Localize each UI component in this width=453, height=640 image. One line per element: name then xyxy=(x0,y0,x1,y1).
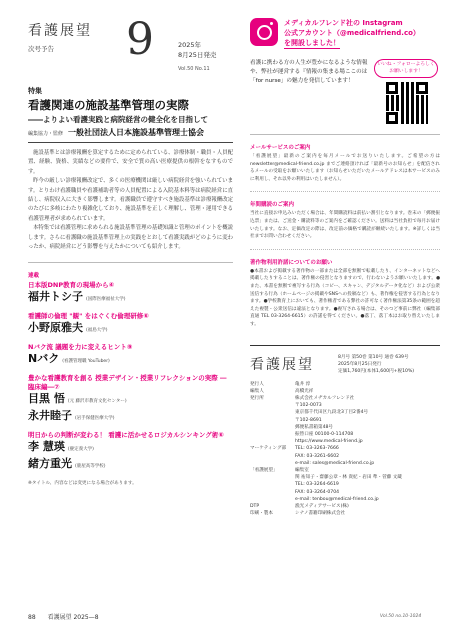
colophon-row xyxy=(250,489,440,496)
colophon-key xyxy=(250,460,295,467)
colophon-logo: 看護展望 xyxy=(250,356,314,373)
colophon-key xyxy=(250,453,295,460)
magazine-title: 看護展望 xyxy=(28,23,92,39)
colophon-value: FAX: 03-3264-0704 xyxy=(295,489,340,495)
colophon-value: 漁光メディアサービス(株) xyxy=(295,503,349,509)
right-column xyxy=(250,18,440,517)
instagram-icon xyxy=(250,18,278,46)
colophon-value: e-mail: tenbou@medical-friend.co.jp xyxy=(295,496,379,502)
colophon-key xyxy=(250,424,295,431)
colophon-row xyxy=(250,460,440,467)
page-number: 88 xyxy=(28,614,36,621)
serial-affiliation: (岩手保健医療大学) xyxy=(75,416,115,422)
serial-item xyxy=(28,374,233,426)
follow-bubble: いいね・フォローよろしくお願いします！ xyxy=(374,59,438,78)
supervisor-label: 編集協力・監修 xyxy=(28,131,64,137)
colophon-key: マーケティング部 xyxy=(250,446,287,452)
serial-title: 明日からの判断が変わる！ 看護に活かせるロジカルシンキング術⑥ xyxy=(28,431,224,440)
serial-author: 福井トシ子 xyxy=(28,290,83,304)
colophon-value: 〒102-8691 xyxy=(295,417,322,423)
colophon-row xyxy=(250,467,440,474)
colophon-row xyxy=(250,388,440,395)
colophon-value: 亀井 淳 xyxy=(295,381,311,387)
serial-affiliation: (元 藤沢市教育文化センター) xyxy=(67,399,127,405)
colophon-key: 「看護展望」 xyxy=(250,467,278,473)
colophon-key: 発行所 xyxy=(250,395,264,401)
instagram-promo xyxy=(250,18,440,49)
lead-paragraph: 施設基準とは診療報酬を算定するために定められている、診療体制・職員・人員配置、経験、資格、実績などの要件で、安全で質の高い医療提供の根幹をなすものです。 xyxy=(28,150,233,175)
colophon xyxy=(250,345,440,375)
feature-title: 看護関連の施設基準管理の実際 xyxy=(28,98,189,112)
serial-title: 看護師の倫理 "観" をはぐくむ倫理研修⑥ xyxy=(28,312,149,321)
colophon-row xyxy=(250,438,440,445)
serial-affiliation: (看護管理職 YouTuber) xyxy=(62,359,110,365)
instagram-headline: メディカルフレンド社の Instagram 公式アカウント（@medicalfriend.co） を開設しました！ xyxy=(284,19,420,47)
colophon-key: 編集人 xyxy=(250,388,264,394)
lead-paragraph: 昨今の厳しい診療報酬改定で、多くの医療機関は厳しい病院経営を強いられています。とりわけ看護職員や看護補助者等の人員配置による入院基本料等は病院経営に直結し、病院収入に大きく影響します。看護職員で遵守すべき施設基準は診療報酬改定のたびに多岐にわたり複雑化しており、施設基準を正しく理解し、管理・運用できる看護管理者が求められています。 xyxy=(28,178,233,222)
colophon-value: TEL: 03-3263-7666 xyxy=(295,446,339,452)
colophon-value: 関 祐知子・齋藤公章・林 貴紀・岩田 準・菅藤 文蔵 xyxy=(295,475,402,481)
colophon-row xyxy=(250,445,440,452)
serial-title: 豊かな看護教育を創る 授業デザイン・授業リフレクションの実際 ―臨床編―⑦ xyxy=(28,374,227,392)
colophon-value: https://www.medical-friend.jp xyxy=(295,439,363,445)
feature-subtitle: ――よりよい看護実践と病院経営の健全化を目指して xyxy=(28,115,208,124)
colophon-row xyxy=(250,510,440,517)
colophon-row xyxy=(250,424,440,431)
serial-affiliation: (慶定義大学) xyxy=(67,447,94,453)
mail-service-section xyxy=(250,143,440,192)
section-body: ●本書および掲載する著作物の一部または全部を無断で転載したり、インターネットなどへ掲載したりすることは、著作権の侵害となりますので、行わないようお願いいたします。●また、本書を無断で複写する行為（コピー、スキャン、デジタルデータ化など）および公衆送信する行為（ホームページの掲載やSNSへの投稿など）も、著作権を侵害する行為となります。●学校教育上においても、著作権者である弊社の許可なく著作権法第35条の範囲を超えた複製・公衆送信は違法となります。●複写される場合は、そのつど事前に弊社（編集部直通 TEL 03-3264-6615）の許諾を得てください。●落丁、落丁本はお取り替えいたします。 xyxy=(250,268,440,327)
next-issue-header xyxy=(28,14,233,86)
serial-author: 目黒 悟 xyxy=(28,392,65,406)
section-title: 年間購読のご案内 xyxy=(250,202,295,209)
lead-paragraph: 本特集では看護管理に求められる施設基準管理の基礎知識と管理のポイントを概説します。さらに看護職の施設基準管理上の実践をとおして看護実践がどのように変わったか、病院経営にどう影響を与えたかについても紹介します。 xyxy=(28,225,233,251)
serial-author: 小野原雅夫 xyxy=(28,321,83,335)
serial-item xyxy=(28,431,233,474)
change-note: ※タイトル、内容などは変更になる場合があります。 xyxy=(28,481,137,487)
copyright-section xyxy=(250,258,440,337)
colophon-row xyxy=(250,402,440,409)
serial-item xyxy=(28,312,233,338)
colophon-value: 株式会社メヂカルフレンド社 xyxy=(295,395,355,401)
serial-item xyxy=(28,343,233,369)
colophon-value: TEL: 03-3264-6619 xyxy=(295,482,339,488)
colophon-value: シナノ書籍印刷株式会社 xyxy=(295,511,346,517)
colophon-row xyxy=(250,431,440,438)
serial-affiliation: (鹿屋高等学校) xyxy=(75,464,106,470)
colophon-key xyxy=(250,496,295,503)
colophon-key: DTP xyxy=(250,503,260,509)
footer-magazine: 看護展望 2025—8 xyxy=(47,614,99,621)
divider xyxy=(250,134,440,135)
colophon-value: 東京都千代田区九段北3丁目2番4号 xyxy=(295,410,369,416)
instagram-description: 看護に携わる方の人生が豊かになるような情報や、弊社が運営する『情報の集まる場ここのは「for nurse」の魅力を発信しています！ xyxy=(250,60,368,85)
section-body: 当社に直接お申込みいただく場合は、年間購読料は前払い割引となります。巻末の「郵便振込票」または、ご送金・購読料等のご案内をご確認ください。送料は当社負担で毎月お届けいたします。なお、定価改定の際は、改定前の価格で購読が継続いたします。※詳しくは当社までお問い合わせください。 xyxy=(250,211,440,240)
serial-title: Nバク流 議題を力に変えるヒント⑨ xyxy=(28,343,133,352)
colophon-value: 編集室 xyxy=(295,467,309,473)
colophon-row xyxy=(250,395,440,402)
colophon-value: FAX: 03-3261-6602 xyxy=(295,453,340,459)
serial-author: 緒方重光 xyxy=(28,457,72,471)
supervisor-org: 一般社団法人日本施設基準管理士協会 xyxy=(68,128,205,137)
colophon-row xyxy=(250,453,440,460)
divider xyxy=(28,262,233,263)
left-column xyxy=(28,14,233,487)
serial-label: 連載 xyxy=(28,273,40,280)
colophon-key xyxy=(250,481,295,488)
feature-label: 特集 xyxy=(28,87,42,95)
colophon-info: 8月号 第50巻 第10号 通巻 639号 2025年8月25日発行 定価1,760円(本体1,600円+税10%) xyxy=(338,354,415,374)
publication-date: 2025年 8月25日発売 xyxy=(178,41,217,59)
next-issue-label: 次号予告 xyxy=(28,45,54,53)
colophon-value: 振替口座 00100-0-114708 xyxy=(295,431,354,437)
colophon-row xyxy=(250,481,440,488)
colophon-key: 印刷・製本 xyxy=(250,511,273,517)
qr-code-icon[interactable] xyxy=(386,82,428,124)
supervisor-row xyxy=(28,127,233,143)
colophon-key xyxy=(250,489,295,496)
section-body: 「看護展望」最新のご案内を毎月メールでお送りいたします。ご希望の方はnewsletter@medical-friend.co.jp までご連絡頂ければ「最新号のお知らせ」を配信されるメールの受取をお願いいたします（お知らせいただいたメールアドレスは本サービスのみに利用し、それ以外の利用はいたしません）。 xyxy=(250,154,440,182)
serial-affiliation: (福島大学) xyxy=(86,328,108,334)
footer-volume: Vol.50 no.10-1024 xyxy=(380,614,422,619)
serial-author: 永井睦子 xyxy=(28,409,72,423)
colophon-key: 発行人 xyxy=(250,381,264,387)
colophon-value: 郵便私書箱第48号 xyxy=(295,424,334,430)
colophon-row xyxy=(250,417,440,424)
colophon-row xyxy=(250,496,440,503)
page-footer xyxy=(28,612,99,621)
serial-affiliation: (国際医療福祉大学) xyxy=(86,297,126,303)
colophon-key xyxy=(250,417,295,424)
colophon-key xyxy=(250,474,295,481)
colophon-table xyxy=(250,381,440,518)
colophon-key xyxy=(250,402,295,409)
colophon-row xyxy=(250,503,440,510)
colophon-row xyxy=(250,381,440,388)
colophon-value: 高橋光祥 xyxy=(295,388,314,394)
issue-number: 9 xyxy=(126,14,154,65)
colophon-key xyxy=(250,431,295,438)
subscription-section xyxy=(250,200,440,249)
colophon-key xyxy=(250,409,295,416)
colophon-row xyxy=(250,474,440,481)
colophon-value: e-mail: sales@medical-friend.co.jp xyxy=(295,460,375,466)
serial-author: Nバク xyxy=(28,352,60,366)
volume-number: Vol.50 No.11 xyxy=(178,66,210,72)
colophon-value: 〒102-0073 xyxy=(295,403,322,409)
serial-title: 日本版DNP教育の現場から④ xyxy=(28,281,115,290)
section-title: 著作物利用許諾についてのお願い xyxy=(250,259,333,266)
colophon-row xyxy=(250,409,440,416)
serial-author: 李 慧瑛 xyxy=(28,440,65,454)
colophon-key xyxy=(250,438,295,445)
section-title: メールサービスのご案内 xyxy=(250,145,311,151)
serial-item xyxy=(28,281,233,307)
